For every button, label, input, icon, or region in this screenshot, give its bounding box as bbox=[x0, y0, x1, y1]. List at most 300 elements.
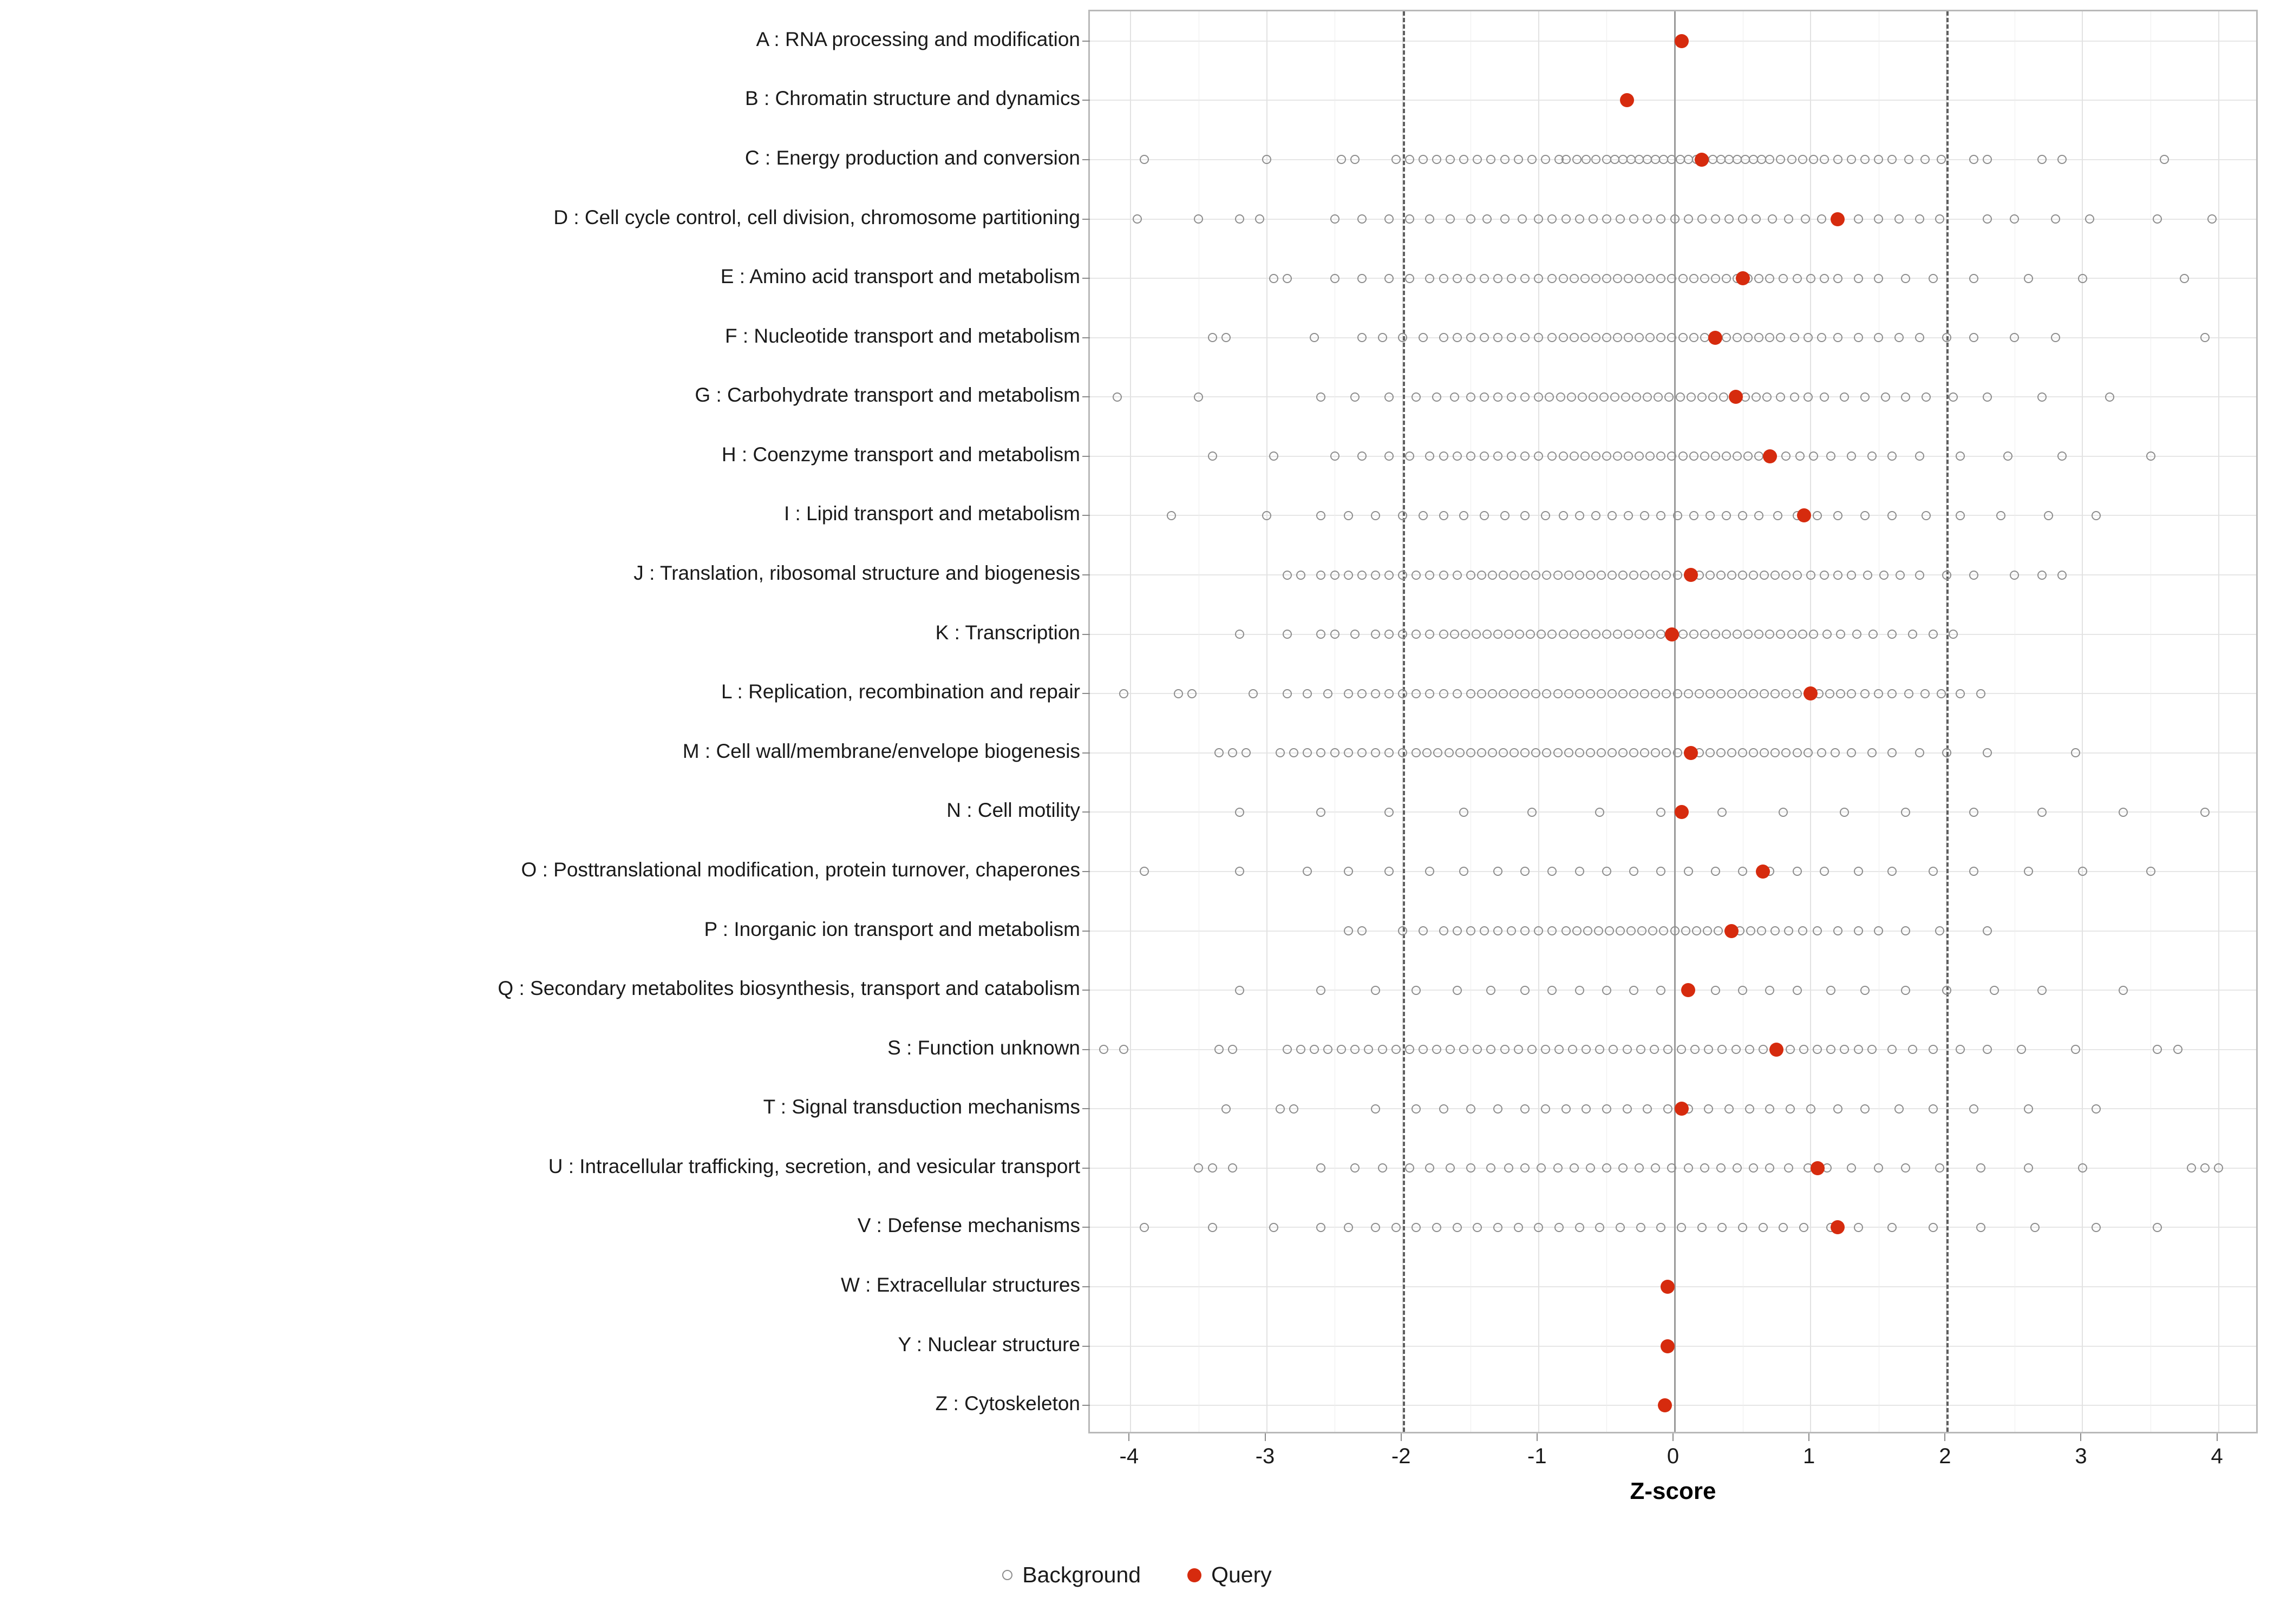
y-axis-tick bbox=[1082, 931, 1090, 932]
background-point bbox=[1847, 689, 1856, 698]
background-point bbox=[1316, 986, 1325, 995]
y-axis-tick-label: Y : Nuclear structure bbox=[898, 1333, 1080, 1355]
background-point bbox=[1781, 689, 1791, 698]
background-point bbox=[1643, 1104, 1652, 1114]
background-point bbox=[1716, 748, 1726, 757]
background-point bbox=[1221, 1104, 1231, 1114]
background-point bbox=[1623, 1104, 1632, 1114]
background-point bbox=[1296, 1045, 1305, 1054]
background-point bbox=[1344, 571, 1353, 580]
background-point bbox=[1439, 926, 1448, 935]
background-point bbox=[1887, 689, 1897, 698]
background-point bbox=[1473, 155, 1482, 164]
background-point bbox=[1635, 274, 1644, 283]
background-point bbox=[1542, 689, 1551, 698]
background-point bbox=[1860, 392, 1870, 402]
background-point bbox=[1901, 1163, 1910, 1173]
background-point bbox=[1608, 511, 1617, 520]
background-point bbox=[1820, 274, 1829, 283]
background-point bbox=[1929, 630, 1938, 639]
background-point bbox=[1310, 1045, 1319, 1054]
background-point bbox=[1629, 214, 1638, 224]
background-point bbox=[1833, 511, 1842, 520]
gridline-horizontal bbox=[1090, 1108, 2256, 1109]
background-point bbox=[1187, 689, 1197, 698]
background-point bbox=[1140, 155, 1149, 164]
y-axis-tick-label: K : Transcription bbox=[935, 621, 1080, 644]
background-point bbox=[1459, 511, 1468, 520]
background-point bbox=[1833, 1104, 1842, 1114]
background-point bbox=[1477, 689, 1486, 698]
background-point bbox=[1599, 392, 1609, 402]
background-point bbox=[1663, 1045, 1672, 1054]
background-point bbox=[1716, 1163, 1726, 1173]
background-point bbox=[1499, 748, 1508, 757]
background-point bbox=[1541, 155, 1550, 164]
background-point bbox=[1983, 1045, 1992, 1054]
background-point bbox=[1466, 748, 1475, 757]
background-point bbox=[1929, 1045, 1938, 1054]
background-point bbox=[1208, 333, 1217, 342]
y-axis-tick-label: D : Cell cycle control, cell division, chromosome partitioning bbox=[553, 206, 1080, 228]
background-point bbox=[1840, 808, 1849, 817]
gridline-vertical bbox=[1810, 11, 1811, 1432]
background-point bbox=[1704, 1104, 1713, 1114]
background-point bbox=[1412, 1104, 1421, 1114]
background-point bbox=[1589, 392, 1598, 402]
background-point bbox=[1781, 451, 1791, 461]
background-point bbox=[1645, 274, 1655, 283]
background-point bbox=[1904, 689, 1913, 698]
background-point bbox=[1520, 392, 1530, 402]
background-point bbox=[1722, 274, 1731, 283]
background-point bbox=[1419, 333, 1428, 342]
background-point bbox=[1656, 274, 1665, 283]
background-point bbox=[1214, 1045, 1224, 1054]
background-point bbox=[1809, 630, 1818, 639]
background-point bbox=[2207, 214, 2217, 224]
background-point bbox=[1809, 451, 1818, 461]
background-point bbox=[1344, 511, 1353, 520]
background-point bbox=[1208, 1223, 1217, 1232]
background-point bbox=[1684, 1163, 1693, 1173]
background-point bbox=[1591, 511, 1600, 520]
background-point bbox=[1425, 1163, 1434, 1173]
y-axis-tick-label: B : Chromatin structure and dynamics bbox=[745, 87, 1080, 110]
background-point bbox=[1453, 274, 1462, 283]
query-point bbox=[1803, 686, 1818, 700]
background-point bbox=[1640, 748, 1649, 757]
background-point bbox=[1790, 392, 1799, 402]
background-point bbox=[1610, 392, 1619, 402]
background-point bbox=[1316, 748, 1325, 757]
background-point bbox=[1493, 867, 1502, 876]
background-point bbox=[1453, 1223, 1462, 1232]
background-point bbox=[1717, 1045, 1727, 1054]
background-point bbox=[1453, 571, 1462, 580]
background-point bbox=[1673, 571, 1682, 580]
background-point bbox=[1901, 392, 1910, 402]
background-point bbox=[1597, 689, 1606, 698]
background-point bbox=[1670, 214, 1680, 224]
background-point bbox=[1580, 274, 1590, 283]
legend-item-query bbox=[1187, 1562, 1272, 1588]
background-point bbox=[1412, 748, 1421, 757]
background-point bbox=[1637, 926, 1646, 935]
background-point bbox=[1466, 214, 1475, 224]
background-point bbox=[1626, 926, 1636, 935]
background-point bbox=[1935, 214, 1944, 224]
background-point bbox=[1547, 333, 1557, 342]
background-point bbox=[1847, 451, 1856, 461]
background-point bbox=[1692, 926, 1701, 935]
background-point bbox=[1575, 214, 1584, 224]
background-point bbox=[1695, 689, 1704, 698]
y-axis-tick bbox=[1082, 752, 1090, 754]
background-point bbox=[1784, 926, 1793, 935]
background-point bbox=[1847, 1163, 1856, 1173]
background-point bbox=[1806, 274, 1815, 283]
background-point bbox=[1784, 1163, 1793, 1173]
background-point bbox=[1969, 808, 1978, 817]
background-point bbox=[1570, 333, 1579, 342]
background-point bbox=[1983, 926, 1992, 935]
background-point bbox=[1833, 333, 1842, 342]
background-point bbox=[2153, 1223, 2162, 1232]
background-point bbox=[1398, 689, 1407, 698]
y-axis-tick-label: C : Energy production and conversion bbox=[744, 146, 1080, 169]
background-point bbox=[2037, 808, 2047, 817]
background-point bbox=[1901, 926, 1910, 935]
background-point bbox=[1564, 748, 1573, 757]
background-point bbox=[1654, 392, 1663, 402]
y-axis-tick-label: Q : Secondary metabolites biosynthesis, transport and catabolism bbox=[498, 977, 1080, 1000]
background-point bbox=[1624, 630, 1633, 639]
background-point bbox=[1559, 274, 1568, 283]
background-point bbox=[1915, 214, 1924, 224]
query-point bbox=[1763, 449, 1777, 463]
background-point bbox=[1776, 630, 1785, 639]
background-point bbox=[1874, 214, 1883, 224]
background-point bbox=[1283, 630, 1292, 639]
background-point bbox=[1514, 155, 1523, 164]
background-point bbox=[1269, 274, 1278, 283]
background-point bbox=[1722, 451, 1731, 461]
background-point bbox=[1722, 333, 1731, 342]
background-point bbox=[1929, 274, 1938, 283]
background-point bbox=[1391, 1223, 1401, 1232]
background-point bbox=[1690, 1045, 1700, 1054]
background-point bbox=[1459, 1045, 1468, 1054]
y-axis-tick bbox=[1082, 1346, 1090, 1347]
legend-label-query: Query bbox=[1211, 1562, 1272, 1587]
legend-label-background: Background bbox=[1022, 1562, 1141, 1587]
background-point bbox=[1208, 1163, 1217, 1173]
background-point bbox=[1640, 511, 1649, 520]
background-point bbox=[1357, 214, 1367, 224]
x-axis-tick-label: -2 bbox=[1391, 1444, 1411, 1468]
background-point bbox=[2071, 748, 2080, 757]
background-point bbox=[1591, 333, 1600, 342]
background-point bbox=[1597, 571, 1606, 580]
background-point bbox=[1793, 571, 1802, 580]
background-point bbox=[1575, 571, 1584, 580]
background-point bbox=[1556, 392, 1565, 402]
background-point bbox=[1534, 333, 1543, 342]
x-axis-tick-label: 1 bbox=[1803, 1444, 1815, 1468]
background-point bbox=[2153, 214, 2162, 224]
background-point bbox=[1983, 392, 1992, 402]
background-point bbox=[1920, 155, 1930, 164]
background-point bbox=[1854, 214, 1863, 224]
x-axis-tick bbox=[1808, 1433, 1809, 1441]
background-point bbox=[2010, 571, 2019, 580]
y-axis-tick-label: L : Replication, recombination and repair bbox=[721, 680, 1080, 703]
background-point bbox=[1969, 571, 1978, 580]
background-point bbox=[1833, 155, 1842, 164]
background-point bbox=[1806, 571, 1815, 580]
background-point bbox=[1330, 274, 1339, 283]
background-point bbox=[1384, 808, 1394, 817]
background-point bbox=[1493, 451, 1502, 461]
background-point bbox=[1635, 1163, 1644, 1173]
background-point bbox=[1289, 748, 1298, 757]
background-point bbox=[1316, 571, 1325, 580]
background-point bbox=[1651, 571, 1660, 580]
background-point bbox=[1754, 274, 1763, 283]
y-axis-tick bbox=[1082, 574, 1090, 575]
background-point bbox=[1894, 333, 1904, 342]
background-point bbox=[1564, 571, 1573, 580]
background-point bbox=[1719, 392, 1728, 402]
background-point bbox=[1754, 333, 1763, 342]
background-point bbox=[1752, 392, 1761, 402]
background-point bbox=[1586, 571, 1595, 580]
query-point bbox=[1729, 390, 1743, 404]
background-point bbox=[1553, 689, 1563, 698]
background-point bbox=[1398, 926, 1407, 935]
background-point bbox=[1879, 571, 1889, 580]
background-point bbox=[1384, 689, 1394, 698]
background-point bbox=[1537, 630, 1546, 639]
background-point bbox=[1450, 392, 1459, 402]
background-point bbox=[1798, 630, 1807, 639]
background-point bbox=[1439, 571, 1448, 580]
background-point bbox=[1749, 1163, 1758, 1173]
background-point bbox=[1793, 689, 1802, 698]
background-point bbox=[1594, 926, 1603, 935]
background-point bbox=[1480, 451, 1489, 461]
background-point bbox=[1770, 926, 1780, 935]
background-point bbox=[1493, 630, 1502, 639]
background-point bbox=[1749, 748, 1758, 757]
background-point bbox=[1391, 1045, 1401, 1054]
background-point bbox=[1371, 986, 1380, 995]
background-point bbox=[1887, 1223, 1897, 1232]
open-circle-icon bbox=[1002, 1570, 1012, 1580]
background-point bbox=[1344, 689, 1353, 698]
background-point bbox=[1847, 748, 1856, 757]
background-point bbox=[1969, 333, 1978, 342]
background-point bbox=[1514, 1223, 1523, 1232]
y-axis-tick bbox=[1082, 396, 1090, 397]
background-point bbox=[1559, 511, 1568, 520]
background-point bbox=[2119, 808, 2128, 817]
y-axis-tick bbox=[1082, 1286, 1090, 1287]
background-point bbox=[1629, 986, 1638, 995]
background-point bbox=[1405, 214, 1414, 224]
background-point bbox=[1586, 689, 1595, 698]
background-point bbox=[1949, 630, 1958, 639]
background-point bbox=[1486, 155, 1495, 164]
background-point bbox=[1337, 155, 1346, 164]
background-point bbox=[1645, 630, 1655, 639]
background-point bbox=[1547, 926, 1557, 935]
background-point bbox=[1488, 689, 1497, 698]
background-point bbox=[1235, 214, 1244, 224]
background-point bbox=[1860, 986, 1870, 995]
background-point bbox=[1493, 1104, 1502, 1114]
background-point bbox=[1559, 630, 1568, 639]
background-point bbox=[1738, 986, 1747, 995]
background-point bbox=[1384, 748, 1394, 757]
background-point bbox=[1651, 748, 1660, 757]
background-point bbox=[1559, 333, 1568, 342]
background-point bbox=[2200, 808, 2210, 817]
background-point bbox=[1867, 1045, 1877, 1054]
background-point bbox=[1515, 630, 1524, 639]
background-point bbox=[1405, 1163, 1414, 1173]
background-point bbox=[1221, 333, 1231, 342]
background-point bbox=[1486, 1163, 1495, 1173]
background-point bbox=[1500, 511, 1510, 520]
background-point bbox=[1580, 333, 1590, 342]
gridline-horizontal bbox=[1090, 1049, 2256, 1050]
background-point bbox=[1140, 867, 1149, 876]
background-point bbox=[1854, 274, 1863, 283]
background-point bbox=[1703, 926, 1712, 935]
background-point bbox=[1586, 748, 1595, 757]
background-point bbox=[1439, 333, 1448, 342]
background-point bbox=[1119, 1045, 1128, 1054]
background-point bbox=[1510, 571, 1519, 580]
background-point bbox=[1455, 748, 1465, 757]
y-axis-tick bbox=[1082, 693, 1090, 694]
background-point bbox=[1670, 926, 1680, 935]
query-point bbox=[1695, 153, 1709, 167]
background-point bbox=[1803, 748, 1813, 757]
background-point bbox=[1371, 748, 1380, 757]
background-point bbox=[1847, 155, 1856, 164]
background-point bbox=[1738, 214, 1747, 224]
background-point bbox=[1754, 451, 1763, 461]
background-point bbox=[1303, 867, 1312, 876]
background-point bbox=[2180, 274, 2189, 283]
background-point bbox=[1391, 155, 1401, 164]
background-point bbox=[1507, 451, 1516, 461]
background-point bbox=[1602, 333, 1611, 342]
background-point bbox=[1378, 1045, 1387, 1054]
query-point bbox=[1724, 924, 1739, 938]
filled-circle-icon bbox=[1187, 1568, 1201, 1582]
background-point bbox=[1330, 630, 1339, 639]
background-point bbox=[1527, 808, 1537, 817]
background-point bbox=[2024, 1163, 2033, 1173]
background-point bbox=[1706, 689, 1715, 698]
background-point bbox=[2057, 155, 2067, 164]
background-point bbox=[1820, 867, 1829, 876]
background-point bbox=[1820, 392, 1829, 402]
y-axis-tick bbox=[1082, 1049, 1090, 1050]
background-point bbox=[1133, 214, 1142, 224]
background-point bbox=[1765, 1163, 1774, 1173]
background-point bbox=[1316, 630, 1325, 639]
query-point bbox=[1658, 1398, 1672, 1412]
background-point bbox=[1662, 748, 1671, 757]
background-point bbox=[1749, 689, 1758, 698]
background-point bbox=[1316, 808, 1325, 817]
background-point bbox=[1547, 986, 1557, 995]
background-point bbox=[1466, 1163, 1475, 1173]
background-point bbox=[1664, 392, 1674, 402]
background-point bbox=[1235, 867, 1244, 876]
background-point bbox=[1969, 155, 1978, 164]
gridline-vertical bbox=[2082, 11, 2083, 1432]
legend-item-background bbox=[1002, 1562, 1141, 1588]
x-axis-tick bbox=[1537, 1433, 1538, 1441]
background-point bbox=[1724, 214, 1734, 224]
background-point bbox=[1854, 1045, 1863, 1054]
background-point bbox=[1651, 689, 1660, 698]
background-point bbox=[1425, 689, 1434, 698]
background-point bbox=[1887, 630, 1897, 639]
background-point bbox=[1618, 1163, 1628, 1173]
background-point bbox=[1676, 155, 1685, 164]
background-point bbox=[1520, 1163, 1530, 1173]
background-point bbox=[1453, 333, 1462, 342]
background-point bbox=[1580, 451, 1590, 461]
background-point bbox=[1624, 333, 1633, 342]
background-point bbox=[1564, 689, 1573, 698]
background-point bbox=[1446, 155, 1455, 164]
background-point bbox=[1591, 451, 1600, 461]
background-point bbox=[2010, 333, 2019, 342]
background-point bbox=[1629, 571, 1638, 580]
y-axis-tick-label: J : Translation, ribosomal structure and biogenesis bbox=[633, 562, 1080, 585]
background-point bbox=[1575, 748, 1584, 757]
background-point bbox=[1976, 1223, 1985, 1232]
y-axis-tick-label: V : Defense mechanisms bbox=[857, 1214, 1080, 1237]
background-point bbox=[1316, 511, 1325, 520]
background-point bbox=[1520, 511, 1530, 520]
background-point bbox=[1662, 689, 1671, 698]
background-point bbox=[1384, 571, 1394, 580]
background-point bbox=[1656, 867, 1665, 876]
x-axis-title: Z-score bbox=[1630, 1478, 1716, 1504]
background-point bbox=[1510, 689, 1519, 698]
background-point bbox=[1582, 1045, 1591, 1054]
background-point bbox=[1262, 511, 1271, 520]
plot-panel bbox=[1088, 10, 2258, 1433]
background-point bbox=[1765, 155, 1774, 164]
background-point bbox=[2119, 986, 2128, 995]
background-point bbox=[1733, 1163, 1742, 1173]
background-point bbox=[1636, 1223, 1645, 1232]
gridline-horizontal bbox=[1090, 1405, 2256, 1406]
background-point bbox=[1542, 748, 1551, 757]
background-point bbox=[1868, 630, 1878, 639]
background-point bbox=[1507, 274, 1516, 283]
